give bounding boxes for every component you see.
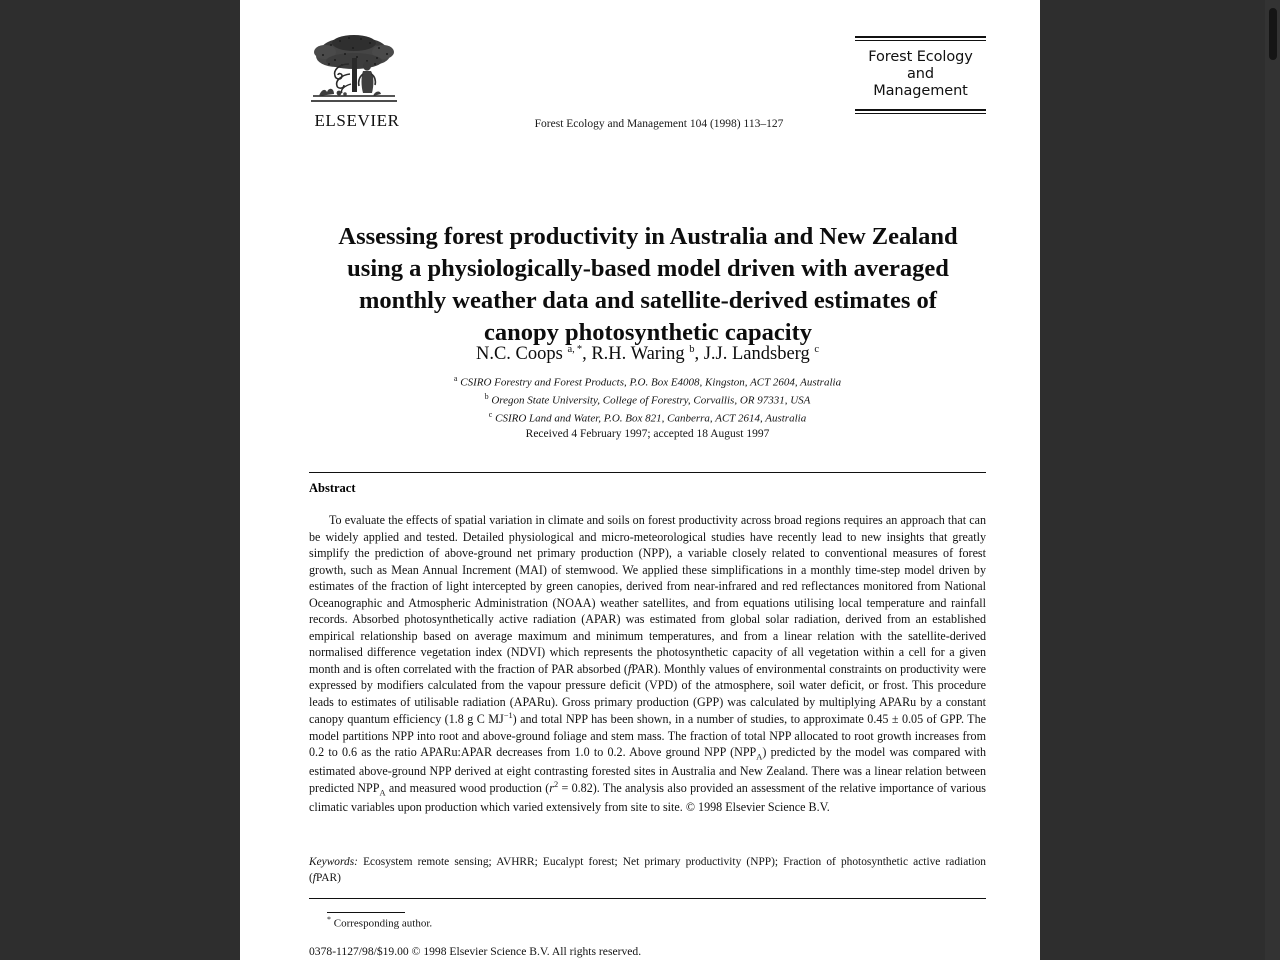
keywords-line: [309, 855, 986, 886]
affiliation-text: CSIRO Land and Water, P.O. Box 821, Canberra, ACT 2614, Australia: [495, 412, 807, 425]
affiliation-item: [309, 373, 986, 391]
footnote-separator-rule: [327, 912, 405, 913]
journal-name-line-1: Forest Ecology: [868, 49, 973, 65]
elsevier-tree-logo-icon: [309, 30, 399, 112]
scrollbar-thumb[interactable]: [1269, 8, 1277, 60]
affiliation-marker: c: [488, 409, 493, 419]
vertical-scrollbar[interactable]: [1265, 0, 1280, 960]
journal-name-line-2: and: [907, 66, 934, 83]
affiliation-text: CSIRO Forestry and Forest Products, P.O. Box E4008, Kingston, ACT 2604, Australia: [460, 376, 842, 389]
author-list: N.C. Coops $^{a, *}$, R.H. Waring $^b$, J.J. Landsberg $^c$: [475, 344, 820, 365]
affiliation-marker: b: [484, 391, 489, 401]
publisher-logo: [309, 30, 405, 131]
article-history: Received 4 February 1997; accepted 18 August 1997: [525, 428, 770, 440]
journal-citation-line: Forest Ecology and Management 104 (1998) 113–127: [534, 118, 784, 130]
badge-bottom-rule: [855, 109, 986, 114]
affiliation-item: [309, 391, 986, 409]
keywords-text: Ecosystem remote sensing; AVHRR; Eucalypt forest; Net primary productivity (NPP); Fraction of photosynthetic active radiation (fPAR): [309, 856, 986, 884]
abstract-top-rule: [309, 472, 986, 473]
affiliation-marker: a: [453, 374, 458, 383]
journal-title-badge: [855, 36, 986, 114]
keywords-bottom-rule: [309, 898, 986, 899]
affiliation-item: [309, 409, 986, 427]
affiliation-text: Oregon State University, College of Forestry, Corvallis, OR 97331, USA: [491, 394, 811, 407]
copyright-line: 0378-1127/98/$19.00 © 1998 Elsevier Science B.V. All rights reserved.: [309, 945, 642, 958]
masthead: [309, 30, 986, 140]
keywords-label: Keywords:: [309, 856, 358, 868]
journal-name-line-3: Management: [873, 83, 968, 100]
article-title: Assessing forest productivity in Australia and New Zealand using a physiologically-based model driven with averaged monthly weather data and satellite-derived estimates of canopy photosynthetic capacity: [338, 223, 958, 346]
corresponding-author-note: * Corresponding author.: [327, 915, 433, 930]
affiliation-list: [309, 373, 986, 426]
abstract-heading: Abstract: [309, 481, 356, 495]
document-page: [240, 0, 1040, 960]
abstract-text: To evaluate the effects of spatial variation in climate and soils on forest productivity across broad regions requires an approach that can be widely applied and tested. Detailed physiological and micro-meteorological studies have recently lead to new insights that greatly simplify the prediction of above-ground net primary production (NPP), a variable closely related to conventional measures of forest growth, such as Mean Annual Increment (MAI) of stemwood. We applied these simplifications in a monthly time-step model driven by estimates of the fraction of light intercepted by green canopies, derived from near-infrared and red reflectances monitored from National Oceanographic and Atmospheric Administration (NOAA) weather satellites, and from equations utilising local temperature and rainfall records. Absorbed photosynthetically active radiation (APAR) was estimated from global solar radiation, derived from an established empirical relationship based on average maximum and minimum temperatures, and from a linear relation with the satellite-derived normalised difference vegetation index (NDVI) which represents the photosynthetic capacity of all vegetation within a cell for a given month and is often correlated with the fraction of PAR absorbed (fPAR). Monthly values of environmental constraints on productivity were expressed by modifiers calculated from the vapour pressure deficit (VPD) of the atmosphere, soil water deficit, or frost. This procedure leads to estimates of utilisable radiation (APARu). Gross primary production (GPP) was calculated by multiplying APARu by a constant canopy quantum efficiency (1.8 g C $MJ^{-1}$) and total NPP has been shown, in a number of studies, to approximate 0.45 ± 0.05 of GPP. The model partitions NPP into root and above-ground foliage and stem mass. The fraction of total NPP allocated to root growth increases from 0.2 to 0.6 as the ratio APARu:APAR decreases from 1.0 to 0.2. Above ground NPP $(NPP_A)$ predicted by the model was compared with estimated above-ground NPP derived at eight contrasting forested sites in Australia and New Zealand. There was a linear relation between predicted $NPP_A$ and measured wood production $(r^2 = 0.82)$. The analysis also provided an assessment of the relative importance of various climatic variables upon production which varied extensively from site to site. © 1998 Elsevier Science B.V.: [309, 513, 986, 815]
publisher-wordmark: ELSEVIER: [314, 111, 400, 130]
journal-name: [855, 41, 986, 109]
